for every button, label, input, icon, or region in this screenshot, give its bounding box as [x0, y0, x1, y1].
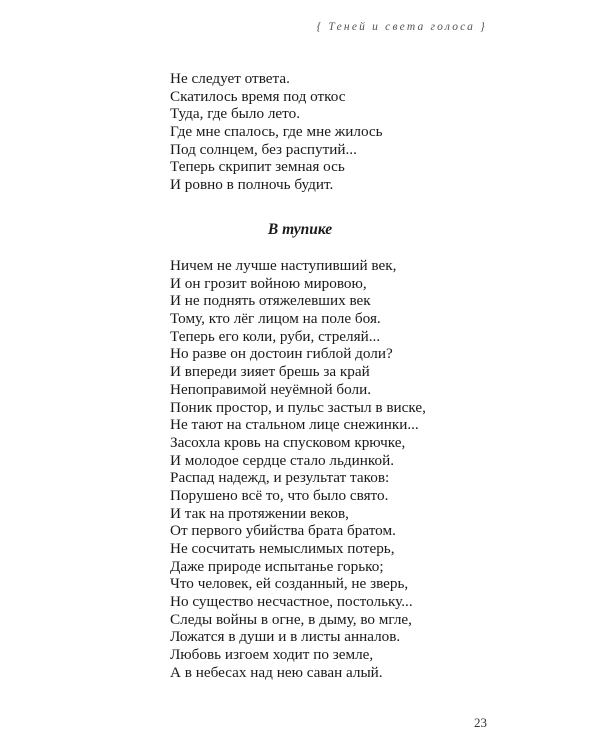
verse-line: И ровно в полночь будит.: [170, 176, 334, 194]
verse-line: Засохла кровь на спусковом крючке,: [170, 433, 406, 451]
verse-line: И так на протяжении веков,: [170, 504, 349, 522]
verse-line: И не поднять отяжелевших век: [170, 292, 371, 310]
poem-body: [170, 257, 426, 682]
verse-line: Не следует ответа.: [170, 70, 290, 87]
verse-line: Под солнцем, без распутий...: [170, 140, 357, 158]
page-number: 23: [474, 715, 487, 730]
verse-line: Следы войны в огне, в дыму, во мгле,: [170, 610, 412, 628]
verse-line: Не тают на стальном лице снежинки...: [170, 416, 419, 434]
running-header: { Теней и света голоса }: [316, 21, 487, 33]
verse-line: И молодое сердце стало льдинкой.: [170, 451, 395, 469]
verse-line: Что человек, ей созданный, не зверь,: [170, 575, 409, 593]
verse-line: Но существо несчастное, постольку...: [170, 593, 413, 611]
poem-title: В тупике: [267, 221, 333, 238]
verse-line: Туда, где было лето.: [170, 105, 301, 123]
verse-line: Поник простор, и пульс застыл в виске,: [170, 398, 426, 416]
verse-line: Не сосчитать немыслимых потерь,: [170, 540, 395, 557]
verse-line: От первого убийства брата братом.: [170, 522, 396, 540]
verse-line: И впереди зияет брешь за край: [170, 363, 370, 381]
verse-line: Непоправимой неуёмной боли.: [170, 380, 372, 398]
verse-line: Распад надежд, и результат таков:: [170, 469, 390, 487]
verse-line: Любовь изгоем ходит по земле,: [170, 646, 374, 664]
verse-line: Теперь его коли, руби, стреляй...: [170, 327, 381, 345]
verse-line: Порушено всё то, что было свято.: [170, 486, 389, 504]
verse-line: И он грозит войною мировою,: [170, 274, 367, 292]
verse-line: А в небесах над нею саван алый.: [170, 663, 383, 681]
verse-line: Ложатся в души и в листы анналов.: [170, 628, 401, 646]
verse-line: Скатилось время под откос: [170, 87, 346, 105]
verse-line: Даже природе испытанье горько;: [170, 557, 384, 575]
verse-line: Где мне спалось, где мне жилось: [170, 123, 383, 141]
verse-line: Тому, кто лёг лицом на поле боя.: [170, 310, 381, 328]
verse-line: Ничем не лучше наступивший век,: [170, 257, 397, 274]
verse-line: Теперь скрипит земная ось: [170, 158, 345, 176]
stanza-top: [170, 70, 383, 194]
verse-line: Но разве он достоин гиблой доли?: [170, 345, 393, 363]
